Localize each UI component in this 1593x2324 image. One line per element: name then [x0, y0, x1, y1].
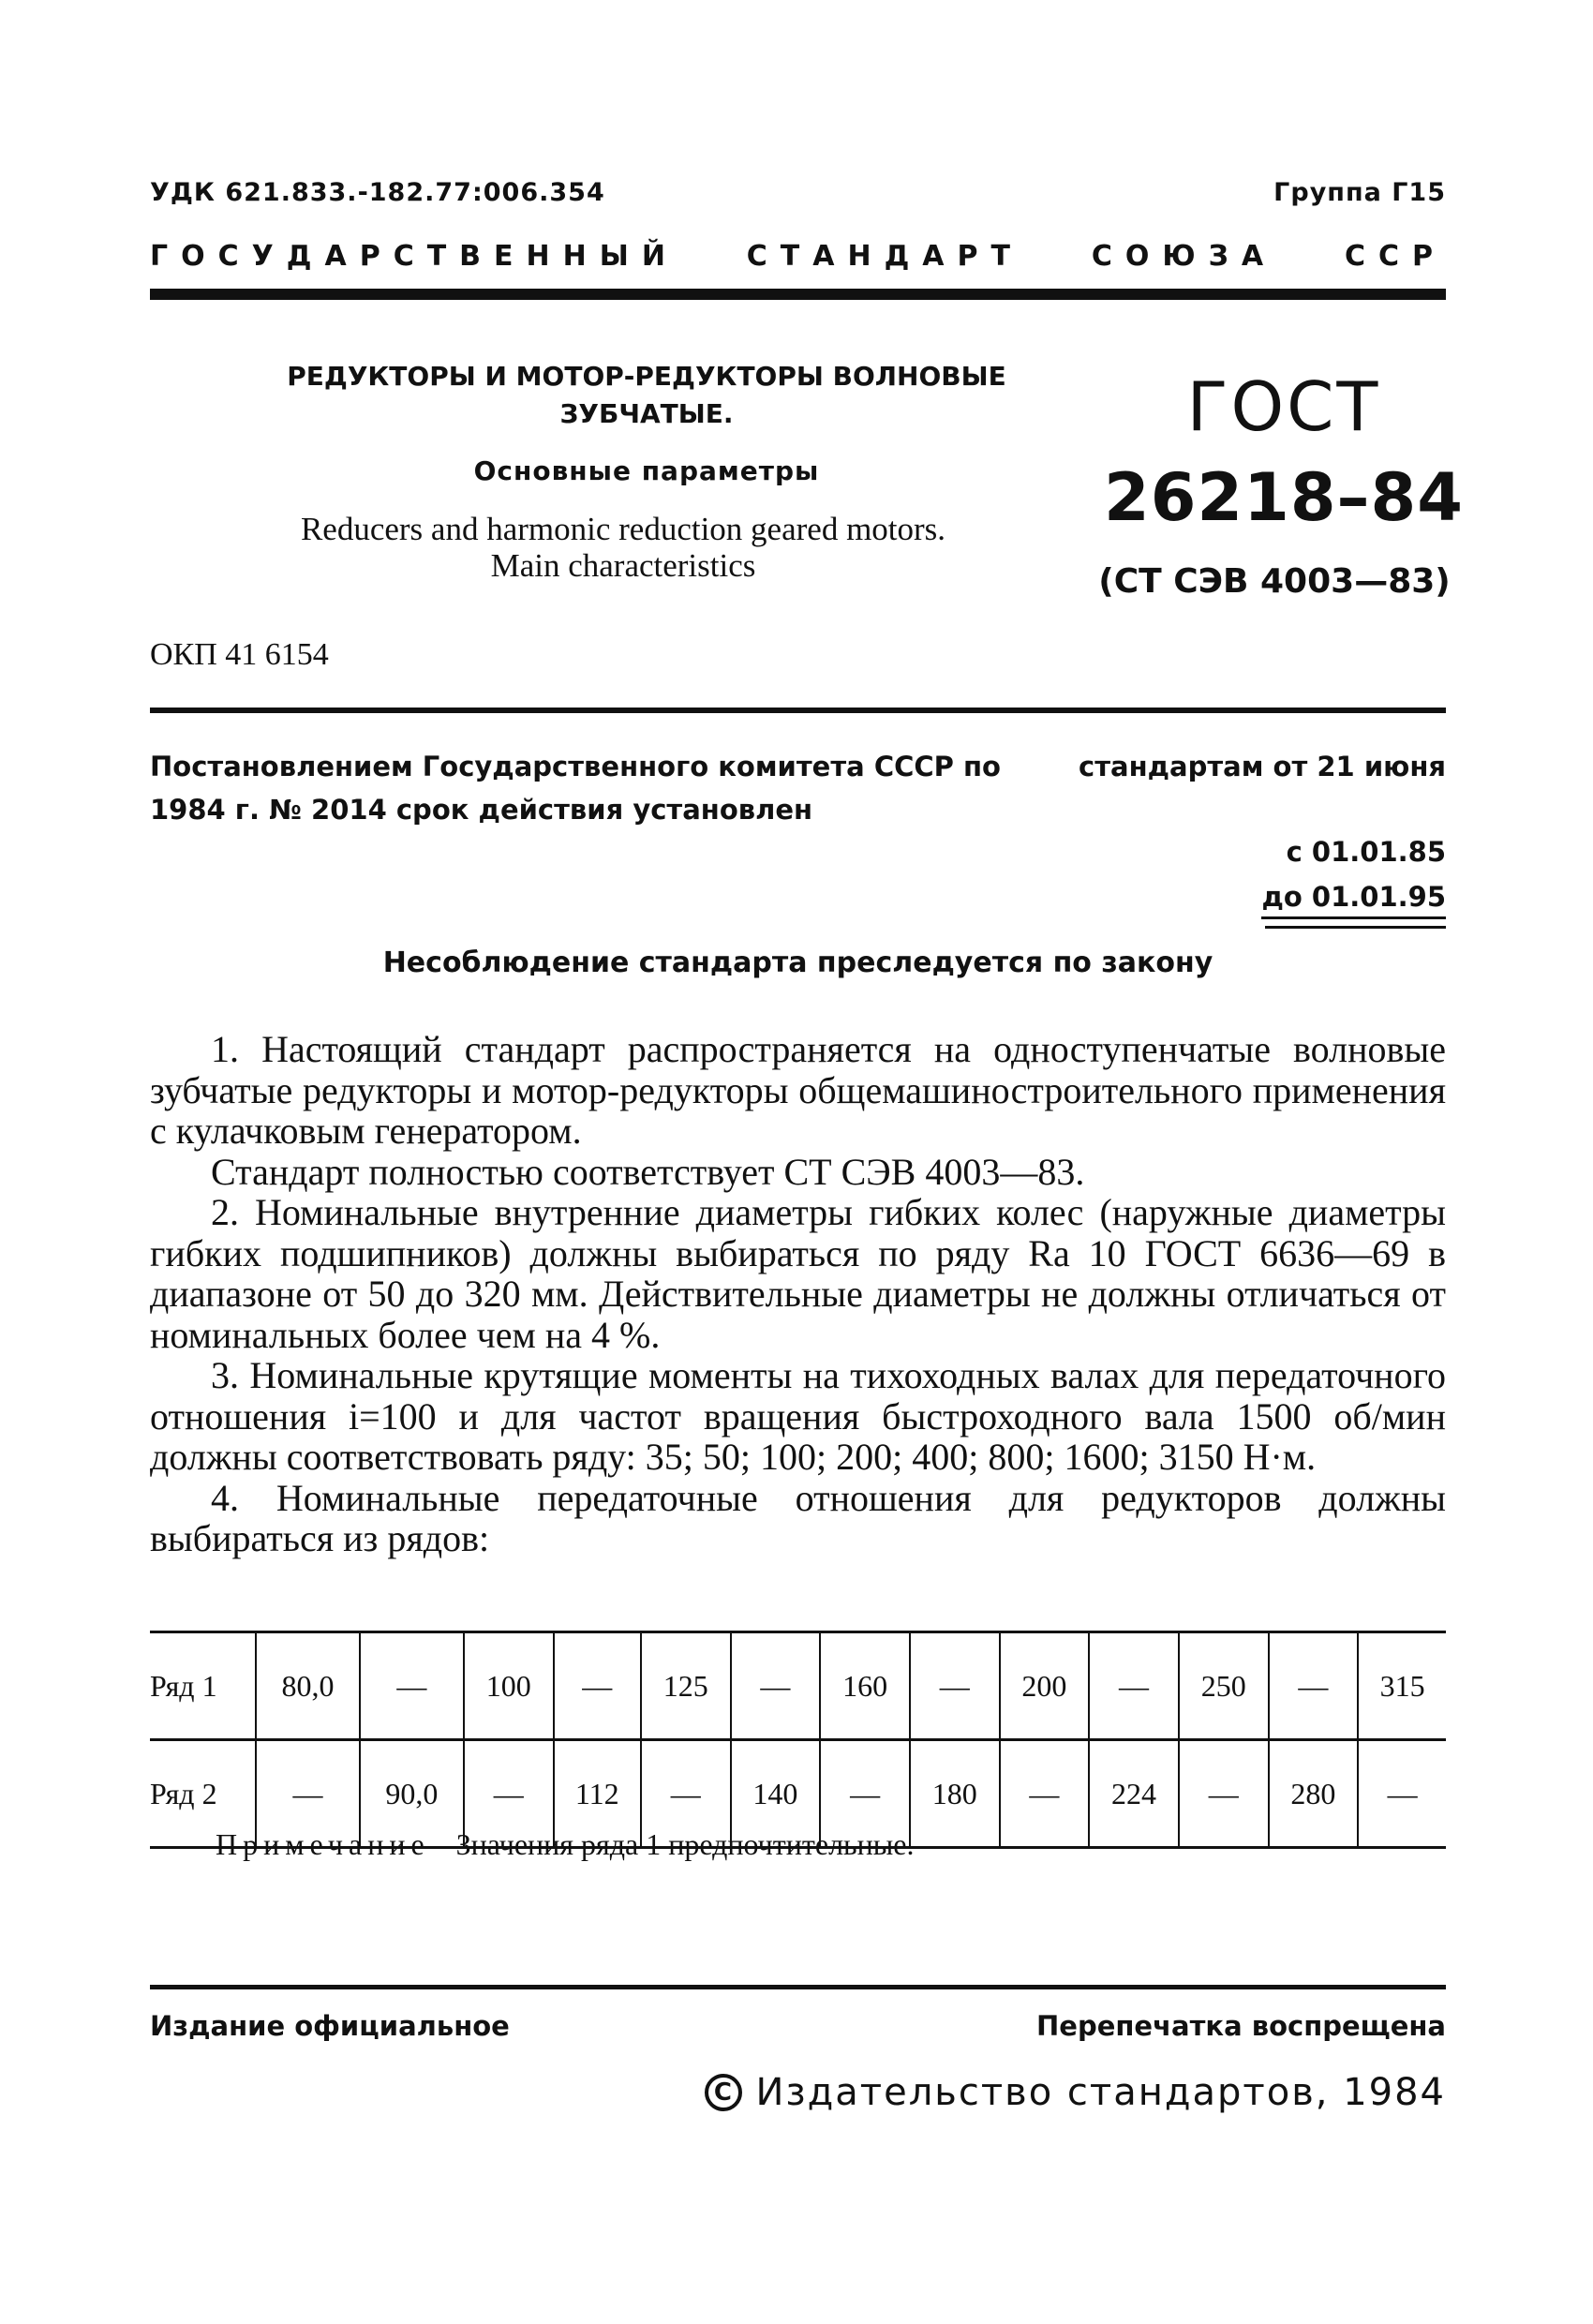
title-ru-line: РЕДУКТОРЫ И МОТОР-РЕДУКТОРЫ ВОЛНОВЫЕ — [287, 361, 1006, 392]
table-cell: 125 — [641, 1633, 731, 1740]
gost-label: ГОСТ — [1186, 367, 1381, 446]
title-ru-line: ЗУБЧАТЫЕ. — [559, 398, 734, 429]
note-text: Значения ряда 1 предпочтительные. — [455, 1827, 915, 1861]
decree-text — [150, 745, 1446, 831]
table-note — [216, 1827, 914, 1862]
title-ru — [225, 358, 1068, 433]
copyright-text: Издательство стандартов, 1984 — [755, 2071, 1446, 2114]
validity-underline — [1265, 926, 1446, 929]
table-cell: — — [1089, 1633, 1179, 1740]
paragraph: 1. Настоящий стандарт распространяется на одноступенчатые волновые зубчатые редукторы и мотор-редукторы общемашиностроительного применения с кулачковым генератором. — [150, 1028, 1446, 1152]
table-row — [150, 1633, 1446, 1740]
banner-word: ССР — [1344, 240, 1446, 273]
paragraph: Стандарт полностью соответствует СТ СЭВ 4003—83. — [211, 1150, 1085, 1193]
okp-code: ОКП 41 6154 — [150, 637, 329, 672]
copyright — [705, 2071, 1446, 2114]
title-en-line: Reducers and harmonic reduction geared motors. — [300, 511, 946, 547]
title-ru-subtitle: Основные параметры — [473, 455, 820, 486]
group-code: Группа Г15 — [1273, 178, 1446, 207]
table-cell: 280 — [1269, 1740, 1359, 1847]
udk-code: УДК 621.833.-182.77:006.354 — [150, 178, 605, 207]
paragraph: 4. Номинальные передаточные отношения для редукторов должны выбираться из рядов: — [150, 1476, 1446, 1559]
table-cell: — — [554, 1633, 641, 1740]
row-header: Ряд 2 — [150, 1776, 217, 1810]
table-cell: 315 — [1358, 1633, 1446, 1740]
title-en — [178, 511, 1068, 584]
sev-reference: (СТ СЭВ 4003—83) — [1098, 562, 1451, 601]
table-cell: 90,0 — [360, 1740, 464, 1847]
table-cell: 250 — [1179, 1633, 1269, 1740]
table-cell: 140 — [731, 1740, 821, 1847]
banner-word: ГОСУДАРСТВЕННЫЙ — [150, 240, 678, 273]
decree-line: стандартам от 21 июня — [1079, 751, 1446, 782]
banner-word: СОЮЗА — [1091, 240, 1277, 273]
table-cell: 80,0 — [256, 1633, 360, 1740]
banner-word: СТАНДАРТ — [746, 240, 1023, 273]
standard-body — [150, 1029, 1446, 1559]
table-cell: — — [256, 1740, 360, 1847]
official-edition: Издание официальное — [150, 2010, 510, 2042]
table-cell: 160 — [820, 1633, 910, 1740]
paragraph: 3. Номинальные крутящие моменты на тихоходных валах для передаточного отношения i=100 и для частот вращения быстроходного вала 1500 об/мин должны соответствовать ряду: 35; 50; 100; 200; 400; 800; 1600; 3150 Н·м. — [150, 1354, 1446, 1478]
validity-period — [1261, 829, 1446, 919]
header-divider — [150, 289, 1446, 300]
ratio-table — [150, 1631, 1446, 1849]
state-standard-banner — [150, 240, 1446, 273]
valid-from: с 01.01.85 — [1286, 836, 1446, 868]
table-cell: 112 — [554, 1740, 641, 1847]
table-cell: — — [910, 1633, 1000, 1740]
table-cell: 100 — [464, 1633, 554, 1740]
table-cell: — — [731, 1633, 821, 1740]
section-divider — [150, 708, 1446, 713]
note-label: Примечание — [216, 1827, 430, 1861]
table-cell: 224 — [1089, 1740, 1179, 1847]
table-cell: — — [820, 1740, 910, 1847]
paragraph: 2. Номинальные внутренние диаметры гибких колес (наружные диаметры гибких подшипников) должны выбираться по ряду Ra 10 ГОСТ 6636—69 в диапазоне от 50 до 320 мм. Действительные диаметры не должны отличаться от номинальных более чем на 4 %. — [150, 1191, 1446, 1356]
gost-number: 26218–84 — [1104, 459, 1464, 536]
footer-divider — [150, 1985, 1446, 1989]
table-cell: 180 — [910, 1740, 1000, 1847]
law-notice: Несоблюдение стандарта преследуется по закону — [382, 946, 1213, 979]
table-cell: — — [464, 1740, 554, 1847]
reprint-prohibited: Перепечатка воспрещена — [1036, 2010, 1446, 2042]
valid-till: до 01.01.95 — [1261, 881, 1446, 919]
table-cell: — — [1269, 1633, 1359, 1740]
table-cell: 200 — [1000, 1633, 1090, 1740]
row-header: Ряд 1 — [150, 1633, 256, 1740]
decree-line: Постановлением Государственного комитета СССР по — [150, 751, 1001, 782]
decree-line: 1984 г. № 2014 срок действия установлен — [150, 794, 813, 826]
copyright-icon: С — [705, 2074, 742, 2111]
table-cell: — — [360, 1633, 464, 1740]
table-cell: — — [1358, 1740, 1446, 1847]
title-en-line: Main characteristics — [490, 547, 756, 584]
table-cell: — — [1000, 1740, 1090, 1847]
table-cell: — — [641, 1740, 731, 1847]
table-cell: — — [1179, 1740, 1269, 1847]
